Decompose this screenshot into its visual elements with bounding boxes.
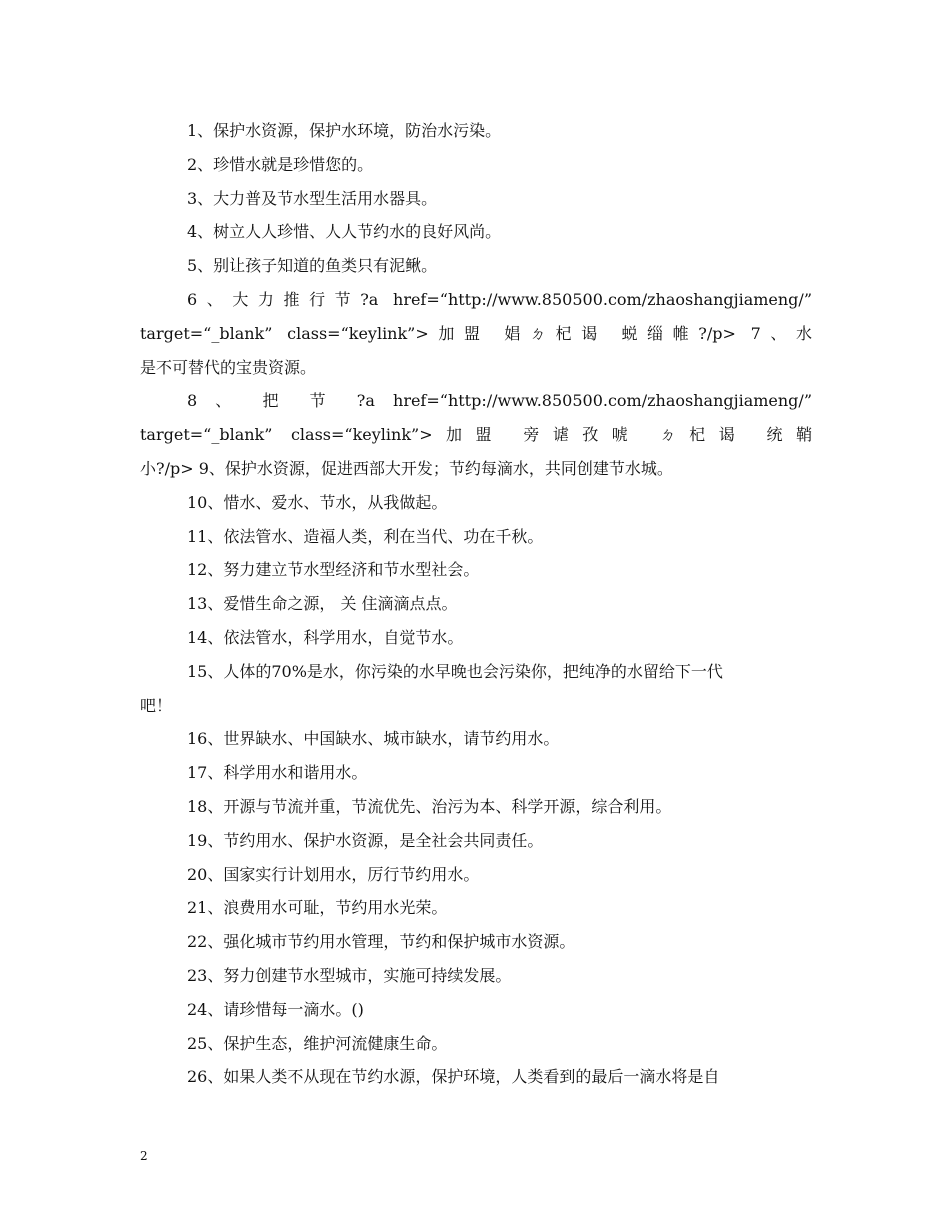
text-line: target=“_blank” class=“keylink”>加盟 娼ㄉ杞谒 蜕缁帷?/p> 7、水 (140, 323, 812, 343)
text-line: 12、努力建立节水型经济和节水型社会。 (187, 560, 480, 580)
text-line: 20、国家实行计划用水，厉行节约用水。 (187, 864, 480, 884)
text-line: 10、惜水、爱水、节水，从我做起。 (187, 492, 448, 512)
text-line: 19、节约用水、保护水资源，是全社会共同责任。 (187, 830, 544, 850)
text-line: 16、世界缺水、中国缺水、城市缺水，请节约用水。 (187, 729, 560, 749)
text-line: 23、努力创建节水型城市，实施可持续发展。 (187, 965, 512, 985)
text-line: 1、保护水资源，保护水环境，防治水污染。 (187, 121, 502, 140)
text-line: 6、大力推行节?a href=“http://www.850500.com/zhaoshangjiameng/” (187, 289, 812, 309)
text-line: 8 、 把 节 ?a href=“http://www.850500.com/zhaoshangjiameng/” (187, 391, 812, 411)
text-line: target=“_blank” class=“keylink”>加盟 旁谑孜唬 ㄉ杞谒 统鞘 (140, 425, 812, 445)
text-line: 21、浪费用水可耻，节约用水光荣。 (187, 898, 448, 918)
text-line: 18、开源与节流并重，节流优先、治污为本、科学开源，综合利用。 (187, 796, 672, 816)
text-line: 13、爱惜生命之源， 关 住滴滴点点。 (187, 594, 458, 614)
text-line: 3、大力普及节水型生活用水器具。 (187, 188, 438, 208)
text-line: 是不可替代的宝贵资源。 (140, 357, 317, 377)
text-line: 11、依法管水、造福人类，利在当代、功在千秋。 (187, 526, 544, 546)
text-line: 5、别让孩子知道的鱼类只有泥鳅。 (187, 256, 438, 276)
text-line: 吧！ (140, 695, 173, 715)
text-line: 14、依法管水，科学用水，自觉节水。 (187, 627, 464, 647)
text-line: 4、树立人人珍惜、人人节约水的良好风尚。 (187, 222, 502, 242)
text-line: 15、人体的70%是水，你污染的水早晚也会污染你，把纯净的水留给下一代 (187, 661, 723, 681)
document-body (140, 114, 812, 1094)
text-line: 22、强化城市节约用水管理，节约和保护城市水资源。 (187, 932, 576, 952)
text-line: 26、如果人类不从现在节约水源，保护环境，人类看到的最后一滴水将是自 (187, 1067, 720, 1087)
text-line: 2、珍惜水就是珍惜您的。 (187, 154, 374, 174)
text-line: 17、科学用水和谐用水。 (187, 763, 368, 783)
text-line: 小?/p> 9、保护水资源，促进西部大开发；节约每滴水，共同创建节水城。 (140, 458, 673, 478)
text-line: 24、请珍惜每一滴水。() (187, 999, 364, 1019)
page-number: 2 (140, 1149, 148, 1163)
text-line: 25、保护生态，维护河流健康生命。 (187, 1033, 448, 1053)
